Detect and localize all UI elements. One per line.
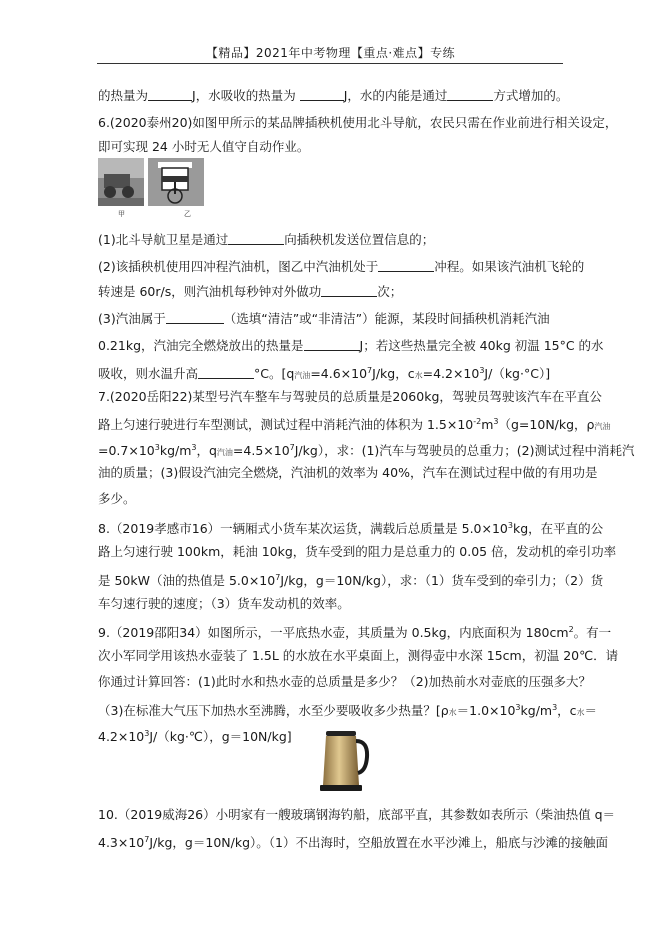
text-line: （3)在标准大气压下加热水至沸腾，水至少要吸收多少热量？[ρ水$=1.0\times 10^3kg/m^3$，c水＝ <box>98 703 598 718</box>
text-line: $4.2\times 10^3J/(kg\cdot℃)$，g＝10N/kg] <box>98 729 292 744</box>
question-6-line: 6.(2020泰州20)如图甲所示的某品牌插秧机使用北斗导航，农民只需在作业前进行相关设定， <box>98 115 618 130</box>
text-line: 路上匀速行驶 100km，耗油 10kg，货车受到的阻力是总重力的 0.05 倍，发动机的牵引功率 <box>98 544 617 559</box>
text-line: 多少。 <box>98 491 136 506</box>
text-line: 次小军同学用该热水壶装了 1.5L 的水放在水平桌面上，测得壶中水深 15cm，初温 20℃．请 <box>98 648 619 663</box>
label-yi: 乙 <box>184 210 191 218</box>
figure-seeder-engine <box>98 158 206 220</box>
question-8-line: 8.（2019孝感市16）一辆厢式小货车某次运货，满载后总质量是 $5.0\times 10^3kg$，在平直的公 <box>98 521 604 536</box>
header-rule <box>97 63 563 64</box>
text-line: (1)北斗导航卫星是通过 向插秧机发送位置信息的； <box>98 232 435 247</box>
text-line: 的热量为 J，水吸收的热量为 J，水的内能是通过 方式增加的。 <box>98 88 569 103</box>
answer-blank <box>228 232 284 245</box>
answer-blank <box>378 259 434 272</box>
question-10-line: 10.（2019威海26）小明家有一艘玻璃钢海钓船，底部平直，其参数如表所示（柴油热值 q＝ <box>98 807 616 822</box>
text-line: 即可实现 24 小时无人值守自动作业。 <box>98 139 310 154</box>
answer-blank <box>321 284 377 297</box>
answer-blank <box>198 366 254 379</box>
text-line: 吸收，则水温升高 °C。[q汽油$=4.6\times 10^7J/kg$，c水$=4.2\times 10^3J/(kg\cdot^\circ C)$] <box>98 366 551 381</box>
question-9-line: 9.（2019邵阳34）如图所示，一平底热水壶，其质量为 0.5kg，内底面积为 $180cm^2$。有一 <box>98 625 612 640</box>
text-line: 油的质量；(3)假设汽油完全燃烧，汽油机的效率为 40%，汽车在测试过程中做的有用功是 <box>98 465 598 480</box>
answer-blank <box>304 338 360 351</box>
text-line: (2)该插秧机使用四冲程汽油机，图乙中汽油机处于 冲程。如果该汽油机飞轮的 <box>98 259 585 274</box>
answer-blank <box>447 88 493 101</box>
text-line: 路上匀速行驶进行车型测试，测试过程中消耗汽油的体积为 $1.5\times 10^{-2}m^3(g=10N/kg$，ρ汽油 <box>98 417 611 432</box>
answer-blank <box>166 311 224 324</box>
text-line: $=0.7\times 10^3kg/m^3$，q汽油$=4.5\times 10^7J/kg$），求：(1)汽车与驾驶员的总重力；(2)测试过程中消耗汽 <box>98 443 635 458</box>
answer-blank <box>300 88 344 101</box>
question-7-line: 7.(2020岳阳22)某型号汽车整车与驾驶员的总质量是2060kg，驾驶员驾驶该汽车在平直公 <box>98 389 602 404</box>
label-jia: 甲 <box>118 210 125 218</box>
text-line: 车匀速行驶的速度；（3）货车发动机的效率。 <box>98 596 350 611</box>
text-line: 转速是 60r/s，则汽油机每秒钟对外做功 次； <box>98 284 403 299</box>
text-line: 0.21kg，汽油完全燃烧放出的热量是 J；若这些热量完全被 40kg 初温 15°C 的水 <box>98 338 604 353</box>
kettle-image <box>318 727 370 793</box>
text-line: $4.3\times 10^7J/kg$，g＝10N/kg）。（1）不出海时，空船放置在水平沙滩上，船底与沙滩的接触面 <box>98 835 608 850</box>
text-line: (3)汽油属于 （选填“清洁”或“非清洁”）能源，某段时间插秧机消耗汽油 <box>98 311 550 326</box>
page-header: 【精品】2021年中考物理【重点·难点】专练 <box>205 46 456 60</box>
text-line: 你通过计算回答：(1)此时水和热水壶的总质量是多少？（2)加热前水对壶底的压强多大？ <box>98 674 592 689</box>
text-line: 是 50kW（油的热值是 $5.0\times 10^7J/kg$，g＝10N/kg），求：（1）货车受到的牵引力；（2）货 <box>98 573 604 588</box>
answer-blank <box>148 88 192 101</box>
